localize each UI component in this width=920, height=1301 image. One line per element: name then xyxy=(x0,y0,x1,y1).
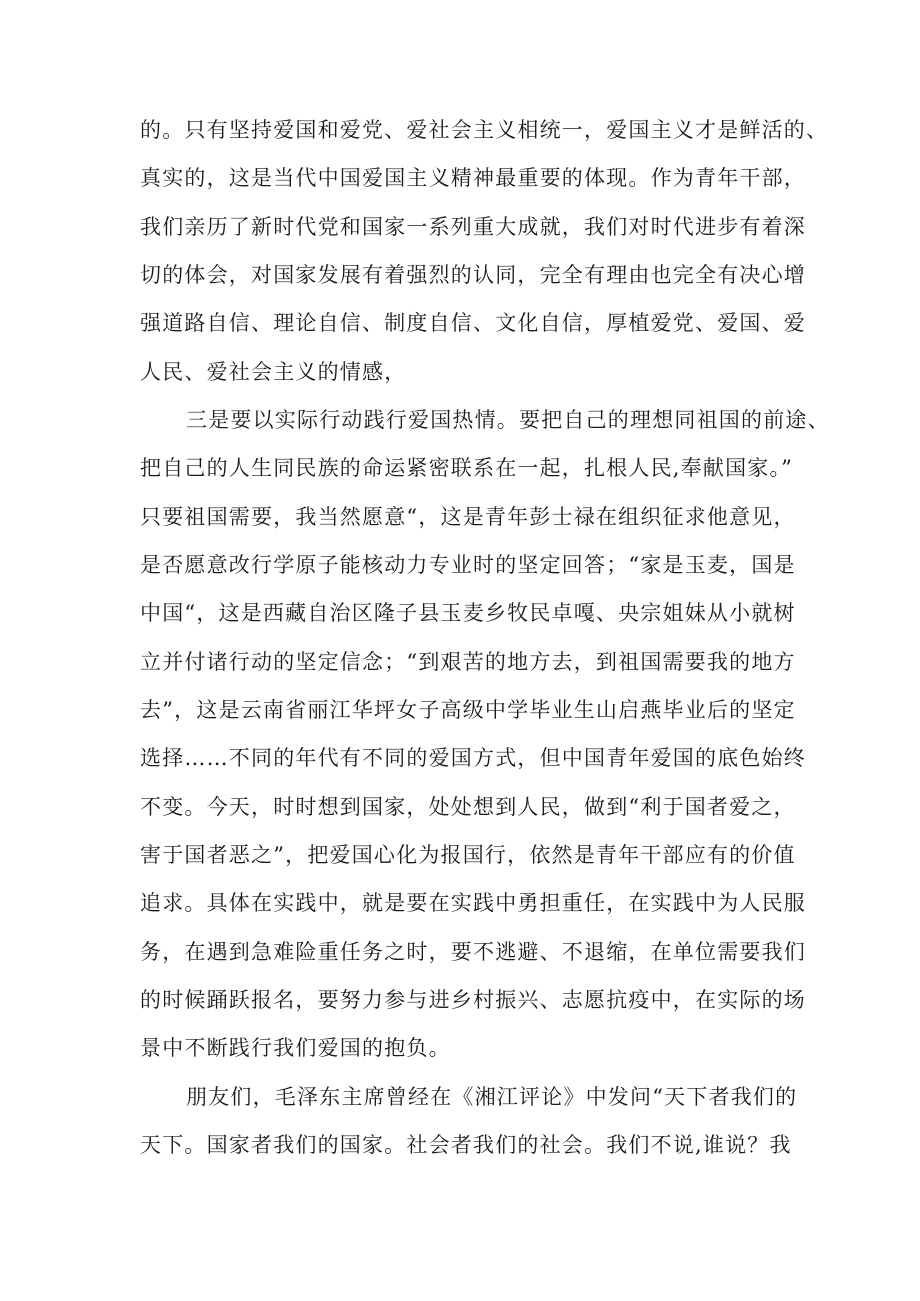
text-line: 人民、爱社会主义的情感， xyxy=(140,360,407,384)
text-line: 立并付诸行动的坚定信念；“到艰苦的地方去，到祖国需要我的地方 xyxy=(140,650,796,674)
text-line: 追求。具体在实践中，就是要在实践中勇担重任，在实践中为人民服 xyxy=(140,891,806,915)
paragraph-start-line: 三是要以实际行动践行爱国热情。要把自己的理想同祖国的前途、 xyxy=(186,408,830,432)
text-line: 是否愿意改行学原子能核动力专业时的坚定回答；“家是玉麦，国是 xyxy=(140,553,796,577)
text-line: 切的体会，对国家发展有着强烈的认同，完全有理由也完全有决心增 xyxy=(140,263,806,287)
text-line: 的时候踊跃报名，要努力参与进乡村振兴、志愿抗疫中，在实际的场 xyxy=(140,988,806,1012)
text-line: 景中不断践行我们爱国的抱负。 xyxy=(140,1036,451,1060)
text-line: 我们亲历了新时代党和国家一系列重大成就，我们对时代进步有着深 xyxy=(140,215,806,239)
text-line: 去”，这是云南省丽江华坪女子高级中学毕业生山启燕毕业后的坚定 xyxy=(140,698,796,722)
text-line: 务，在遇到急难险重任务之时，要不逃避、不退缩，在单位需要我们 xyxy=(140,940,806,964)
paragraph-start-line: 朋友们，毛泽东主席曾经在《湘江评论》中发问“天下者我们的 xyxy=(186,1085,798,1109)
text-line: 强道路自信、理论自信、制度自信、文化自信，厚植爱党、爱国、爱 xyxy=(140,311,806,335)
text-line: 把自己的人生同民族的命运紧密联系在一起，扎根人民,奉献国家。” xyxy=(140,456,794,480)
text-line: 不变。今天，时时想到国家，处处想到人民，做到“利于国者爱之， xyxy=(140,795,796,819)
text-line: 中国“，这是西藏自治区隆子县玉麦乡牧民卓嘎、央宗姐妹从小就树 xyxy=(140,601,796,625)
text-line: 的。只有坚持爱国和爱党、爱社会主义相统一，爱国主义才是鲜活的、 xyxy=(140,118,829,142)
text-line: 天下。国家者我们的国家。社会者我们的社会。我们不说,谁说？我 xyxy=(140,1133,792,1157)
text-line: 害于国者恶之”，把爱国心化为报国行，依然是青年干部应有的价值 xyxy=(140,843,796,867)
text-line: 选择……不同的年代有不同的爱国方式，但中国青年爱国的底色始终 xyxy=(140,746,806,770)
text-line: 只要祖国需要，我当然愿意“，这是青年彭士禄在组织征求他意见， xyxy=(140,505,796,529)
text-line: 真实的，这是当代中国爱国主义精神最重要的体现。作为青年干部， xyxy=(140,166,806,190)
